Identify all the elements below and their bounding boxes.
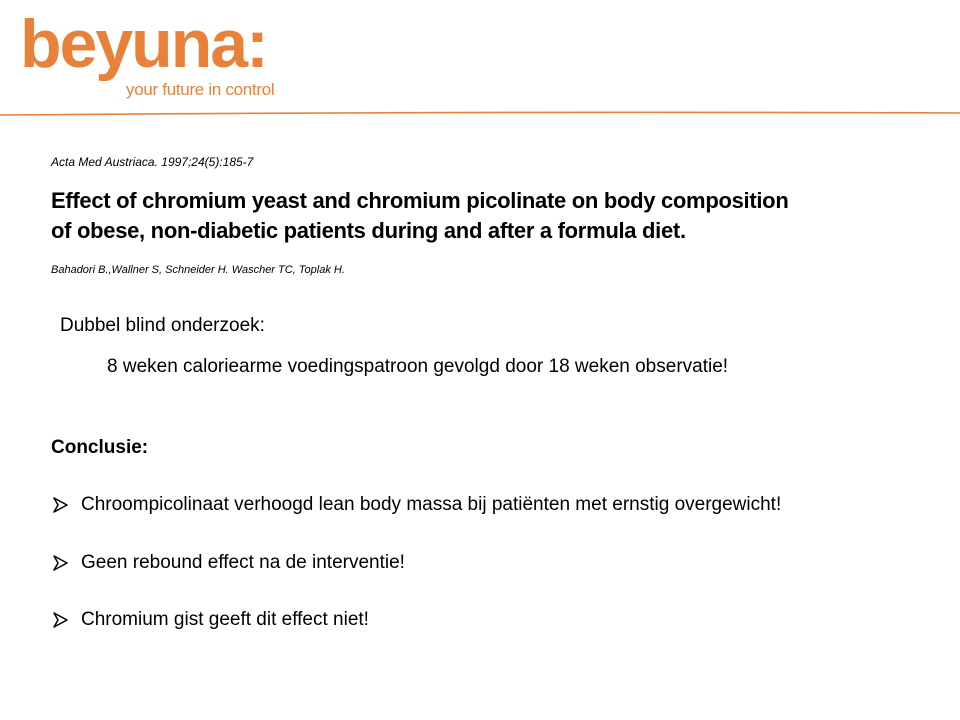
article-authors: Bahadori B.,Wallner S, Schneider H. Wascher TC, Toplak H. xyxy=(51,264,345,276)
conclusion-item-text: Chromium gist geeft dit effect niet! xyxy=(81,609,369,630)
conclusion-item xyxy=(51,606,369,634)
conclusion-item xyxy=(51,491,781,519)
article-title-line-2: of obese, non-diabetic patients during and after a formula diet. xyxy=(51,218,686,243)
study-description: 8 weken caloriearme voedingspatroon gevolgd door 18 weken observatie! xyxy=(107,356,729,377)
article-title-line-1: Effect of chromium yeast and chromium picolinate on body composition xyxy=(51,188,789,213)
beyuna-logo xyxy=(20,6,280,104)
study-type-label: Dubbel blind onderzoek: xyxy=(60,315,265,336)
conclusion-heading: Conclusie: xyxy=(51,437,149,458)
arrow-bullet-icon xyxy=(51,610,81,630)
article-title xyxy=(51,186,911,246)
journal-citation: Acta Med Austriaca. 1997;24(5):185-7 xyxy=(51,155,254,169)
arrow-bullet-icon xyxy=(51,495,81,515)
logo-wordmark: beyuna: xyxy=(20,6,267,82)
header-divider xyxy=(0,110,960,118)
conclusion-item xyxy=(51,549,405,577)
arrow-bullet-icon xyxy=(51,553,81,573)
conclusion-item-text: Chroompicolinaat verhoogd lean body massa bij patiënten met ernstig overgewicht! xyxy=(81,494,782,515)
logo-tagline: your future in control xyxy=(126,80,275,99)
conclusion-item-text: Geen rebound effect na de interventie! xyxy=(81,552,405,573)
